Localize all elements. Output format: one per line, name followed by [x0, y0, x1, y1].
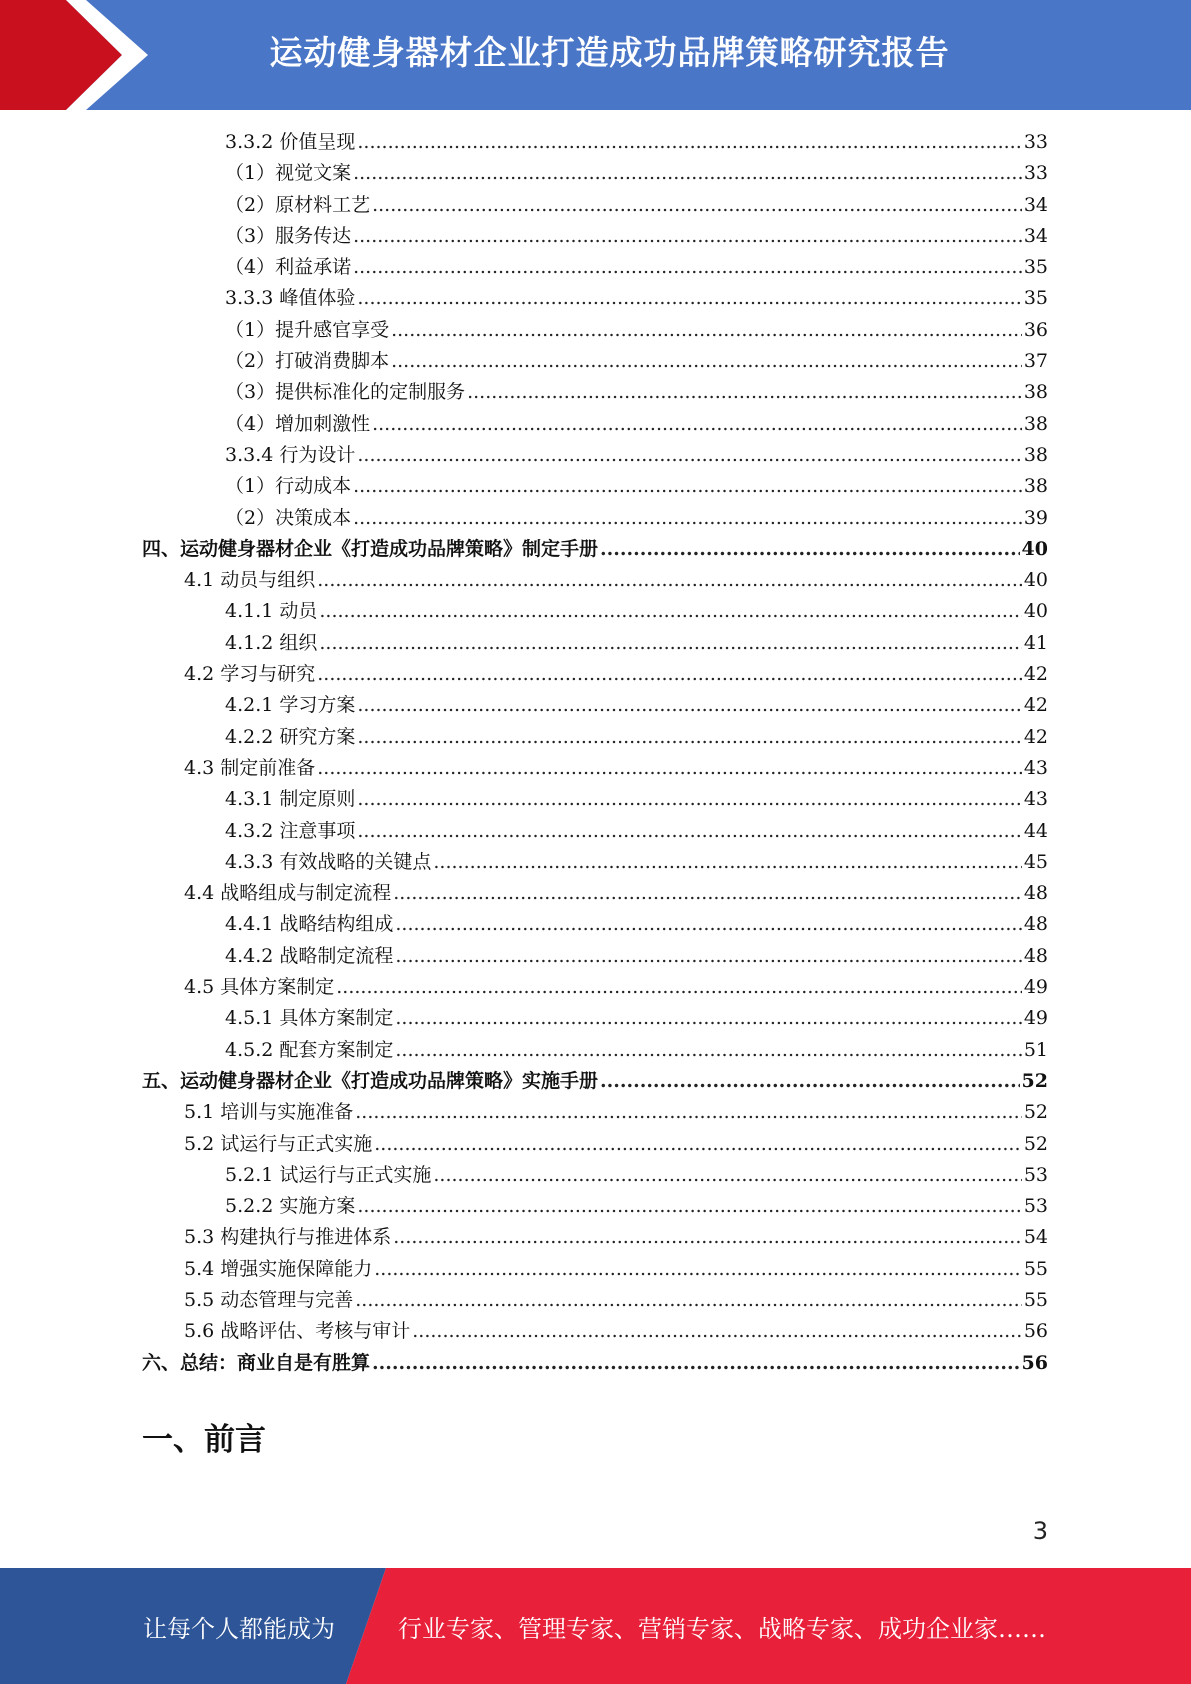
toc-entry-label: （4）利益承诺	[225, 256, 352, 279]
toc-entry[interactable]	[142, 127, 1048, 158]
toc-entry[interactable]	[142, 315, 1048, 346]
toc-dot-leader	[357, 440, 1021, 471]
page-footer-banner	[0, 1568, 1191, 1684]
toc-entry[interactable]	[142, 784, 1048, 815]
toc-entry-page: 39	[1023, 506, 1048, 529]
toc-entry-label: 4.5.2 配套方案制定	[225, 1038, 394, 1061]
page-number: 3	[1032, 1517, 1048, 1545]
toc-dot-leader	[395, 1035, 1021, 1066]
toc-entry[interactable]	[142, 1254, 1048, 1285]
toc-entry[interactable]	[142, 221, 1048, 252]
toc-entry-page: 43	[1023, 788, 1048, 811]
toc-entry-page: 53	[1023, 1195, 1048, 1218]
toc-entry[interactable]	[142, 409, 1048, 440]
toc-entry-page: 48	[1023, 944, 1048, 967]
toc-dot-leader	[393, 1222, 1022, 1253]
toc-dot-leader	[355, 1097, 1022, 1128]
document-title: 运动健身器材企业打造成功品牌策略研究报告	[269, 33, 950, 72]
toc-dot-leader	[317, 753, 1022, 784]
toc-entry[interactable]	[142, 722, 1048, 753]
toc-entry[interactable]	[142, 972, 1048, 1003]
toc-entry-page: 35	[1023, 287, 1048, 310]
toc-entry-page: 33	[1023, 131, 1048, 153]
toc-entry-label: 4.3.2 注意事项	[225, 819, 356, 842]
toc-entry[interactable]	[142, 596, 1048, 627]
toc-dot-leader	[319, 628, 1021, 659]
toc-dot-leader	[412, 1316, 1022, 1347]
toc-entry-page: 44	[1023, 819, 1048, 842]
toc-entry-label: 4.1.1 动员	[225, 600, 318, 623]
toc-entry[interactable]	[142, 628, 1048, 659]
toc-entry-label: 4.4 战略组成与制定流程	[184, 882, 392, 905]
toc-dot-leader	[355, 1285, 1022, 1316]
toc-dot-leader	[395, 1003, 1021, 1034]
toc-dot-leader	[374, 1254, 1022, 1285]
toc-dot-leader	[467, 377, 1022, 408]
toc-entry-page: 34	[1023, 193, 1048, 216]
toc-entry[interactable]	[142, 1097, 1048, 1128]
toc-entry-page: 40	[1023, 600, 1048, 623]
footer-slogan-right: 行业专家、管理专家、营销专家、战略专家、成功企业家……	[398, 1615, 1046, 1643]
toc-entry[interactable]	[142, 1191, 1048, 1222]
toc-entry-label: 4.3.1 制定原则	[225, 788, 356, 811]
toc-entry-label: 4.5.1 具体方案制定	[225, 1007, 394, 1030]
toc-entry[interactable]	[142, 1003, 1048, 1034]
toc-entry[interactable]	[142, 1160, 1048, 1191]
toc-entry-label: 4.3 制定前准备	[184, 756, 316, 779]
toc-entry-page: 41	[1023, 631, 1048, 654]
toc-entry-page: 54	[1023, 1226, 1048, 1249]
toc-dot-leader	[353, 471, 1022, 502]
toc-dot-leader	[353, 252, 1022, 283]
toc-entry[interactable]	[142, 1316, 1048, 1347]
toc-entry[interactable]	[142, 377, 1048, 408]
toc-entry[interactable]	[142, 190, 1048, 221]
toc-entry-page: 52	[1021, 1069, 1048, 1092]
toc-dot-leader	[372, 1348, 1020, 1379]
toc-entry-page: 34	[1023, 224, 1048, 247]
toc-dot-leader	[319, 596, 1021, 627]
toc-dot-leader	[357, 127, 1021, 158]
toc-dot-leader	[391, 346, 1022, 377]
toc-dot-leader	[353, 503, 1022, 534]
toc-entry-label: 5.2.1 试运行与正式实施	[225, 1163, 432, 1186]
toc-dot-leader	[395, 909, 1021, 940]
toc-entry-label: 3.3.2 价值呈现	[225, 131, 356, 153]
toc-entry[interactable]	[142, 847, 1048, 878]
toc-entry[interactable]	[142, 1222, 1048, 1253]
toc-entry-label: （1）行动成本	[225, 475, 352, 498]
toc-entry[interactable]	[142, 471, 1048, 502]
toc-entry-page: 52	[1023, 1132, 1048, 1155]
toc-entry-label: 4.3.3 有效战略的关键点	[225, 850, 432, 873]
toc-dot-leader	[317, 659, 1022, 690]
toc-dot-leader	[433, 1160, 1021, 1191]
toc-entry[interactable]	[142, 158, 1048, 189]
toc-entry-label: 3.3.4 行为设计	[225, 443, 356, 466]
toc-entry-page: 37	[1023, 350, 1048, 373]
toc-entry-label: 5.1 培训与实施准备	[184, 1101, 354, 1124]
toc-entry[interactable]	[142, 1035, 1048, 1066]
toc-entry-page: 45	[1023, 850, 1048, 873]
toc-entry[interactable]	[142, 816, 1048, 847]
footer-slogan-left: 让每个人都能成为	[143, 1615, 335, 1643]
toc-entry-page: 40	[1021, 537, 1048, 560]
toc-entry-page: 48	[1023, 882, 1048, 905]
toc-entry-label: 4.5 具体方案制定	[184, 976, 335, 999]
toc-entry[interactable]	[142, 565, 1048, 596]
toc-entry-label: （3）提供标准化的定制服务	[225, 381, 466, 404]
toc-dot-leader	[600, 1066, 1020, 1097]
toc-entry[interactable]	[142, 440, 1048, 471]
toc-entry-page: 56	[1021, 1351, 1048, 1374]
toc-dot-leader	[357, 816, 1021, 847]
page-header-banner	[0, 0, 1191, 110]
toc-dot-leader	[357, 1191, 1021, 1222]
toc-entry-page: 43	[1023, 756, 1048, 779]
toc-entry-page: 48	[1023, 913, 1048, 936]
toc-entry-page: 40	[1023, 569, 1048, 592]
toc-entry-page: 38	[1023, 412, 1048, 435]
toc-entry-label: 六、总结：商业自是有胜算	[142, 1351, 371, 1374]
toc-entry-label: 4.1 动员与组织	[184, 569, 316, 592]
toc-entry-page: 55	[1023, 1257, 1048, 1280]
toc-dot-leader	[357, 722, 1021, 753]
toc-entry[interactable]	[142, 941, 1048, 972]
toc-entry-label: 4.4.1 战略结构组成	[225, 913, 394, 936]
toc-entry-page: 38	[1023, 381, 1048, 404]
toc-entry[interactable]	[142, 534, 1048, 565]
toc-dot-leader	[372, 409, 1022, 440]
toc-entry-label: 4.1.2 组织	[225, 631, 318, 654]
toc-entry-page: 51	[1023, 1038, 1048, 1061]
toc-entry-page: 42	[1023, 694, 1048, 717]
toc-entry[interactable]	[142, 283, 1048, 314]
toc-entry-label: （2）打破消费脚本	[225, 350, 390, 373]
toc-entry-label: 5.2.2 实施方案	[225, 1195, 356, 1218]
toc-entry-label: （3）服务传达	[225, 224, 352, 247]
toc-entry-label: （2）决策成本	[225, 506, 352, 529]
toc-entry-page: 33	[1023, 162, 1048, 185]
toc-entry-page: 42	[1023, 663, 1048, 686]
toc-entry-page: 49	[1023, 1007, 1048, 1030]
toc-entry[interactable]	[142, 659, 1048, 690]
toc-entry[interactable]	[142, 1285, 1048, 1316]
toc-entry-page: 49	[1023, 976, 1048, 999]
toc-dot-leader	[395, 941, 1021, 972]
toc-entry-label: 四、运动健身器材企业《打造成功品牌策略》制定手册	[142, 537, 599, 560]
section-heading: 一、前言	[142, 1422, 266, 1458]
toc-dot-leader	[393, 878, 1022, 909]
toc-entry-label: （1）提升感官享受	[225, 318, 390, 341]
toc-entry[interactable]	[142, 753, 1048, 784]
toc-entry[interactable]	[142, 878, 1048, 909]
toc-entry-label: 4.2.1 学习方案	[225, 694, 356, 717]
toc-entry-label: 5.5 动态管理与完善	[184, 1288, 354, 1311]
toc-dot-leader	[357, 283, 1021, 314]
toc-entry-label: 5.2 试运行与正式实施	[184, 1132, 373, 1155]
toc-dot-leader	[353, 221, 1022, 252]
toc-dot-leader	[433, 847, 1021, 878]
toc-dot-leader	[336, 972, 1022, 1003]
toc-entry-page: 38	[1023, 443, 1048, 466]
toc-entry-label: 3.3.3 峰值体验	[225, 287, 356, 310]
toc-dot-leader	[357, 690, 1021, 721]
table-of-contents	[142, 127, 1048, 1379]
toc-dot-leader	[372, 190, 1022, 221]
toc-dot-leader	[391, 315, 1022, 346]
toc-entry-label: （4）增加刺激性	[225, 412, 371, 435]
toc-entry-label: 5.6 战略评估、考核与审计	[184, 1320, 411, 1343]
toc-entry-label: 4.4.2 战略制定流程	[225, 944, 394, 967]
toc-entry-page: 36	[1023, 318, 1048, 341]
toc-entry-page: 35	[1023, 256, 1048, 279]
toc-entry[interactable]	[142, 503, 1048, 534]
toc-entry-page: 52	[1023, 1101, 1048, 1124]
toc-entry[interactable]	[142, 346, 1048, 377]
toc-entry-label: 5.3 构建执行与推进体系	[184, 1226, 392, 1249]
toc-entry-page: 42	[1023, 725, 1048, 748]
toc-dot-leader	[317, 565, 1022, 596]
toc-entry-label: 五、运动健身器材企业《打造成功品牌策略》实施手册	[142, 1069, 599, 1092]
toc-entry-label: （2）原材料工艺	[225, 193, 371, 216]
toc-entry-page: 56	[1023, 1320, 1048, 1343]
toc-entry[interactable]	[142, 1066, 1048, 1097]
toc-entry[interactable]	[142, 909, 1048, 940]
toc-entry-page: 38	[1023, 475, 1048, 498]
toc-entry[interactable]	[142, 690, 1048, 721]
toc-entry-label: 5.4 增强实施保障能力	[184, 1257, 373, 1280]
toc-dot-leader	[600, 534, 1020, 565]
toc-entry[interactable]	[142, 252, 1048, 283]
toc-dot-leader	[357, 784, 1021, 815]
toc-entry-label: 4.2.2 研究方案	[225, 725, 356, 748]
toc-dot-leader	[353, 158, 1022, 189]
toc-dot-leader	[374, 1129, 1022, 1160]
toc-entry-page: 55	[1023, 1288, 1048, 1311]
toc-entry-label: 4.2 学习与研究	[184, 663, 316, 686]
toc-entry[interactable]	[142, 1348, 1048, 1379]
toc-entry-label: （1）视觉文案	[225, 162, 352, 185]
toc-entry-page: 53	[1023, 1163, 1048, 1186]
toc-entry[interactable]	[142, 1129, 1048, 1160]
